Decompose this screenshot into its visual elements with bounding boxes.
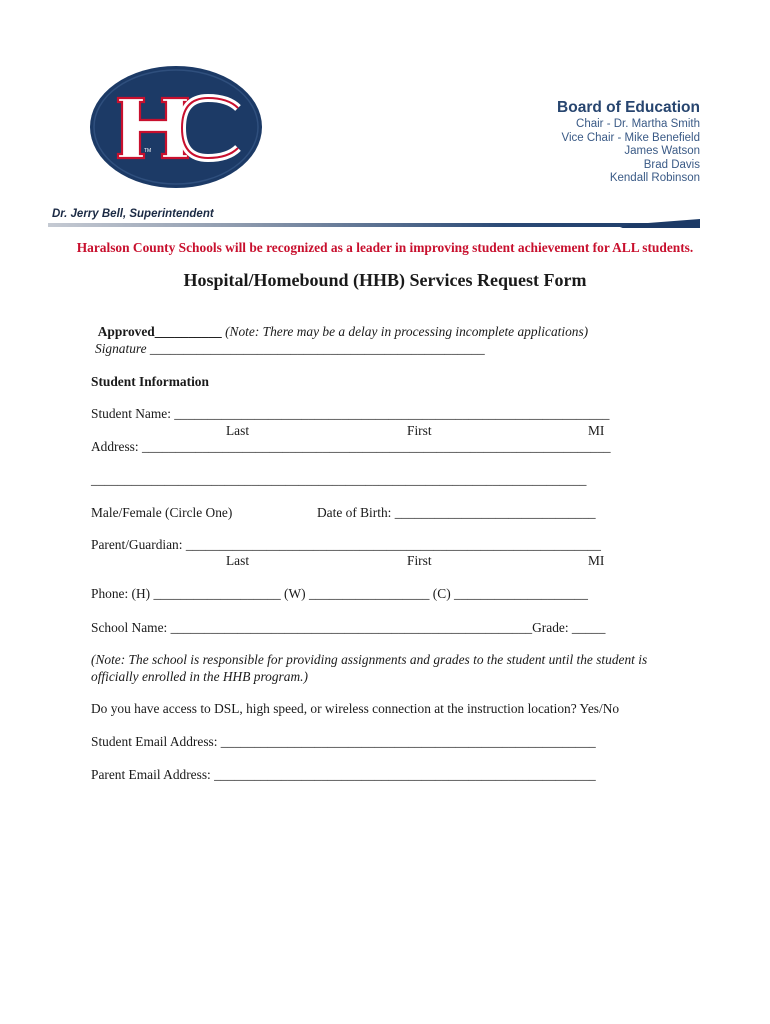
mission-statement: Haralson County Schools will be recognized as a leader in improving student achievement for ALL students. <box>76 240 694 255</box>
parent-mi-label: MI <box>588 553 605 568</box>
student-name-mi-label: MI <box>588 423 605 438</box>
address-line2-field[interactable]: __________________________________________________________________________ <box>91 472 587 487</box>
parent-last-label: Last <box>226 553 250 568</box>
student-name-first-label: First <box>407 423 432 438</box>
board-member-chair: Chair - Dr. Martha Smith <box>576 118 700 130</box>
header-divider <box>48 223 700 227</box>
logo-tm: TM <box>144 148 152 154</box>
haralson-county-logo <box>88 64 264 190</box>
parent-first-label: First <box>407 553 432 568</box>
student-name-field[interactable]: Student Name: _________________________________________________________________ <box>91 406 610 421</box>
school-responsibility-note: (Note: The school is responsible for providing assignments and grades to the student until the student is officially enrolled in the HHB program.) <box>91 652 648 684</box>
parent-guardian-field[interactable]: Parent/Guardian: ______________________________________________________________ <box>91 537 601 552</box>
dsl-question[interactable]: Do you have access to DSL, high speed, or wireless connection at the instruction location? Yes/No <box>91 701 620 716</box>
board-member: James Watson <box>624 145 700 158</box>
student-email-field[interactable]: Student Email Address: ________________________________________________________ <box>91 734 596 749</box>
student-name-last-label: Last <box>226 423 250 438</box>
school-name-field[interactable]: School Name: ______________________________________________________Grade: _____ <box>91 620 606 635</box>
phone-field[interactable]: Phone: (H) ___________________ (W) __________________ (C) ____________________ <box>91 586 588 601</box>
board-member: Brad Davis <box>643 158 700 171</box>
board-member-vice-chair: Vice Chair - Mike Benefield <box>561 131 700 144</box>
parent-email-field[interactable]: Parent Email Address: _________________________________________________________ <box>91 767 596 782</box>
approved-label: Approved__________ <box>97 324 222 339</box>
board-title: Board of Education <box>557 99 700 116</box>
superintendent-line: Dr. Jerry Bell, Superintendent <box>52 208 214 220</box>
board-member: Kendall Robinson <box>609 172 700 185</box>
approved-row <box>91 308 588 340</box>
date-of-birth-field[interactable]: Date of Birth: ______________________________ <box>317 505 596 520</box>
form-title: Hospital/Homebound (HHB) Services Request Form <box>183 270 587 290</box>
student-info-heading: Student Information <box>91 374 209 389</box>
signature-line[interactable]: Signature __________________________________________________ <box>95 341 485 356</box>
gender-option[interactable]: Male/Female (Circle One) <box>91 505 233 520</box>
address-field[interactable]: Address: ______________________________________________________________________ <box>91 439 611 454</box>
approved-note: (Note: There may be a delay in processing incomplete applications) <box>221 324 589 339</box>
